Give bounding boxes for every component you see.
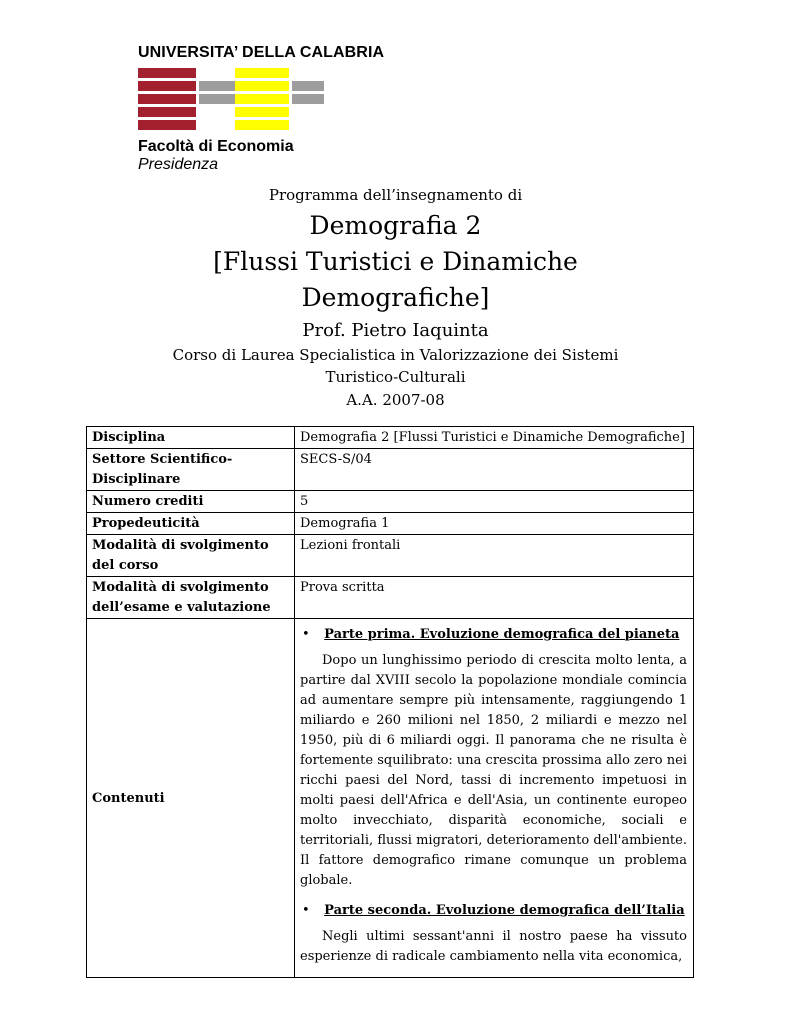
row-label: Modalità di svolgimento dell’esame e valutazione bbox=[87, 577, 295, 619]
row-value: Demografia 1 bbox=[295, 513, 694, 535]
part-title: Parte seconda. Evoluzione demografica dell’Italia bbox=[324, 903, 685, 918]
course-title bbox=[0, 208, 791, 316]
part-text: Dopo un lunghissimo periodo di crescita molto lenta, a partire dal XVIII secolo la popolazione mondiale comincia ad aumentare sempre più intensamente, raggiungendo 1 miliardo e 260 milioni nel 1850, 2 miliardi e mezzo nel 1950, più di 6 miliardi oggi. Il panorama che ne risulta è fortemente squilibrato: una crescita prossima allo zero nei ricchi paesi del Nord, tassi di incremento impetuosi in molti paesi dell'Africa e dell'Asia, un continente europeo molto invecchiato, disparità economiche, sociali e territoriali, flussi migratori, deterioramento dell'ambiente. Il fattore demografico rimane comunque un problema globale. bbox=[300, 653, 687, 888]
logo-gray-stripe bbox=[199, 94, 235, 104]
logo-red-stripe bbox=[138, 120, 196, 130]
row-value: Prova scritta bbox=[295, 577, 694, 619]
degree-line: Corso di Laurea Specialistica in Valorizzazione dei Sistemi bbox=[172, 346, 619, 364]
logo-yellow-stripe bbox=[235, 120, 289, 130]
academic-year: A.A. 2007-08 bbox=[346, 391, 445, 409]
table-row bbox=[87, 535, 694, 577]
logo-yellow-stripe bbox=[235, 94, 289, 104]
bullet: • bbox=[302, 627, 310, 642]
table-row bbox=[87, 577, 694, 619]
row-label: Numero crediti bbox=[87, 491, 295, 513]
logo-red-stripe bbox=[138, 107, 196, 117]
contents-cell bbox=[295, 619, 694, 978]
table-row-contents bbox=[87, 619, 694, 978]
title-block bbox=[0, 184, 791, 411]
table-row bbox=[87, 491, 694, 513]
row-label: Disciplina bbox=[87, 427, 295, 449]
row-label: Modalità di svolgimento del corso bbox=[87, 535, 295, 577]
logo-yellow-stripe bbox=[235, 81, 289, 91]
faculty-name: Facoltà di Economia bbox=[138, 138, 294, 155]
degree-line: Turistico-Culturali bbox=[325, 368, 466, 386]
row-label: Propedeuticità bbox=[87, 513, 295, 535]
table-row bbox=[87, 427, 694, 449]
university-name: UNIVERSITA’ DELLA CALABRIA bbox=[138, 44, 385, 61]
program-label: Programma dell’insegnamento di bbox=[268, 186, 523, 204]
logo-gray-stripe bbox=[292, 81, 324, 91]
logo-yellow-stripe bbox=[235, 68, 289, 78]
course-info-table bbox=[86, 426, 694, 978]
course-title-line: Demografia 2 bbox=[309, 211, 482, 240]
row-label: Contenuti bbox=[87, 619, 295, 978]
part-text: Negli ultimi sessant'anni il nostro paese ha vissuto esperienze di radicale cambiamento nella vita economica, bbox=[300, 929, 687, 964]
letterhead bbox=[138, 44, 438, 174]
part-title: Parte prima. Evoluzione demografica del pianeta bbox=[324, 627, 680, 642]
bullet: • bbox=[302, 903, 310, 918]
professor-name: Prof. Pietro Iaquinta bbox=[302, 320, 489, 341]
logo-yellow-stripe bbox=[235, 107, 289, 117]
row-value: Lezioni frontali bbox=[295, 535, 694, 577]
course-title-line: [Flussi Turistici e Dinamiche bbox=[213, 247, 578, 276]
logo-red-stripe bbox=[138, 81, 196, 91]
logo-red-stripe bbox=[138, 68, 196, 78]
table-row bbox=[87, 513, 694, 535]
course-title-line: Demografiche] bbox=[301, 283, 490, 312]
logo-gray-stripe bbox=[199, 81, 235, 91]
row-value: 5 bbox=[295, 491, 694, 513]
office-name: Presidenza bbox=[138, 156, 219, 173]
row-value: SECS-S/04 bbox=[295, 449, 694, 491]
university-logo bbox=[138, 68, 338, 130]
table-row bbox=[87, 449, 694, 491]
logo-gray-stripe bbox=[292, 94, 324, 104]
row-label: Settore Scientifico-Disciplinare bbox=[87, 449, 295, 491]
part-heading bbox=[300, 625, 687, 645]
part-heading bbox=[300, 901, 687, 921]
logo-red-stripe bbox=[138, 94, 196, 104]
row-value: Demografia 2 [Flussi Turistici e Dinamiche Demografiche] bbox=[295, 427, 694, 449]
